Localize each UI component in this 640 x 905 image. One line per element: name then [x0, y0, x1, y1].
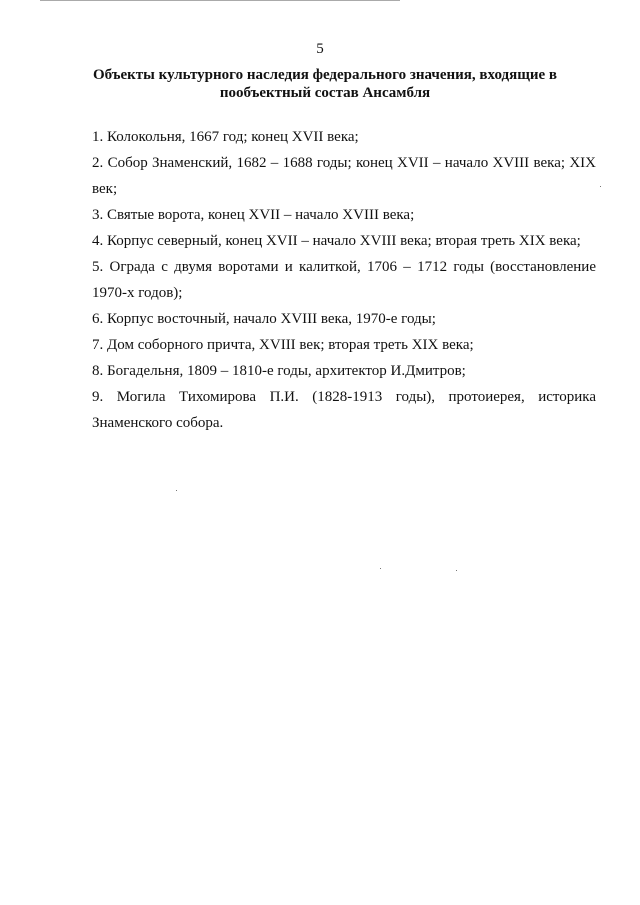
scan-edge-line — [40, 0, 400, 1]
scan-speck — [176, 490, 177, 491]
list-item: 7. Дом соборного причта, XVIII век; вторая треть XIX века; — [92, 337, 474, 353]
list-item: 2. Собор Знаменский, 1682 – 1688 годы; конец XVII – начало XVIII века; XIX век; — [92, 155, 596, 197]
scan-speck — [456, 570, 457, 571]
list-item: 8. Богадельня, 1809 – 1810-е годы, архитектор И.Дмитров; — [92, 363, 466, 379]
page-number: 5 — [316, 41, 324, 57]
list-item: 3. Святые ворота, конец XVII – начало XVIII века; — [92, 207, 415, 223]
scan-speck — [600, 186, 601, 187]
list-item: 9. Могила Тихомирова П.И. (1828-1913 годы), протоиерея, историка Знаменского собора. — [92, 389, 596, 431]
title-line-2: пообъектный состав Ансамбля — [219, 85, 431, 101]
list-item: 6. Корпус восточный, начало XVIII века, 1970-е годы; — [92, 311, 436, 327]
scan-speck — [380, 568, 381, 569]
list-item: 5. Ограда с двумя воротами и калиткой, 1706 – 1712 годы (восстановление 1970-х годов); — [92, 259, 596, 301]
title-line-1: Объекты культурного наследия федерального значения, входящие в — [92, 67, 558, 83]
heritage-objects-list — [92, 124, 596, 436]
section-title — [90, 66, 560, 102]
list-item: 1. Колокольня, 1667 год; конец XVII века; — [92, 129, 359, 145]
list-item: 4. Корпус северный, конец XVII – начало XVIII века; вторая треть XIX века; — [92, 233, 581, 249]
